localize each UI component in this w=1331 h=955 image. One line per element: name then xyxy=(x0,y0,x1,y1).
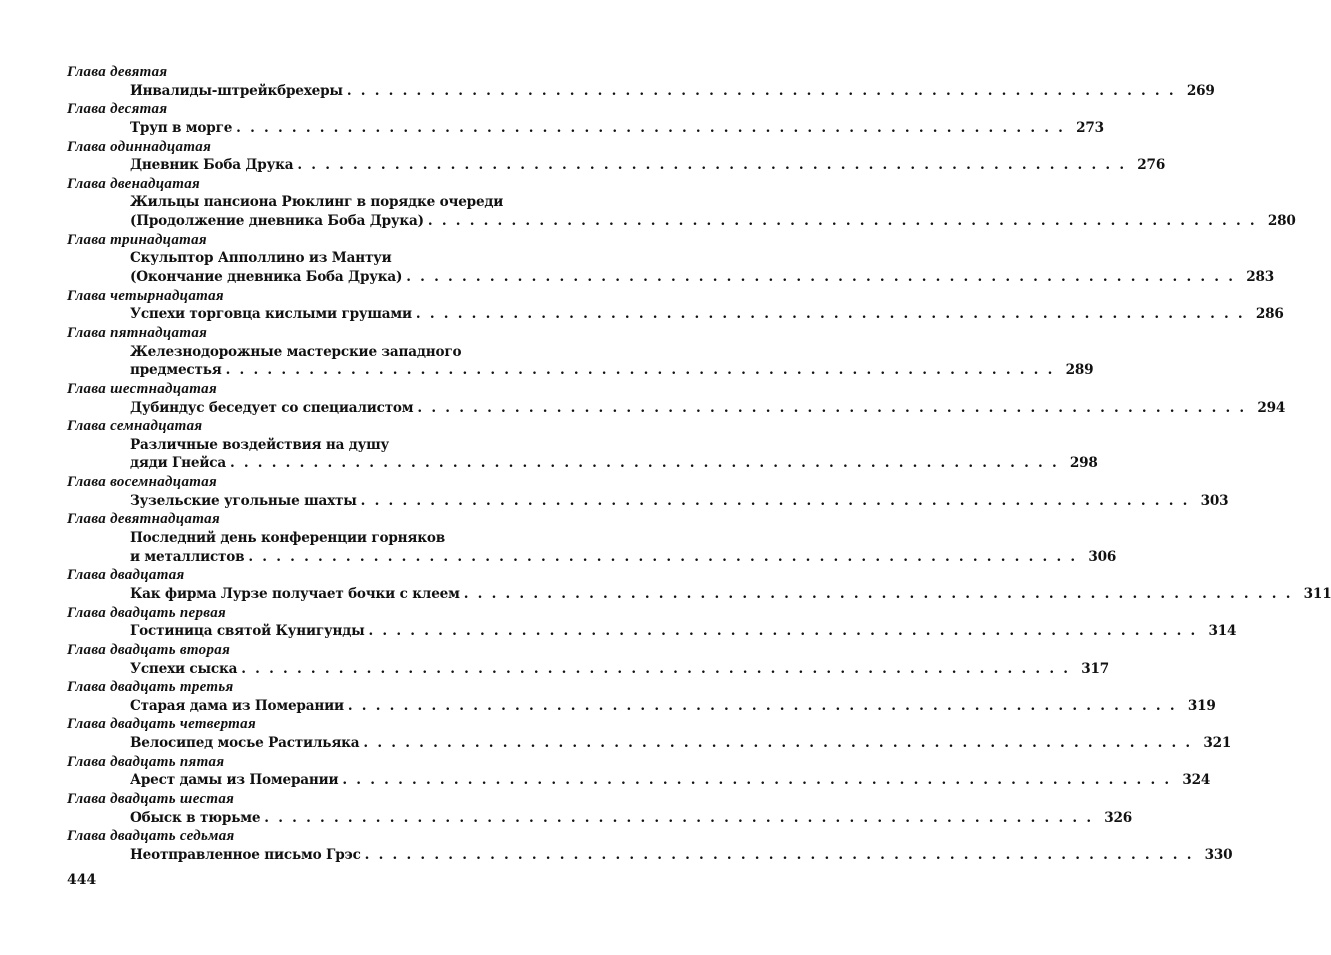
page-ref: 303 xyxy=(1200,492,1229,509)
chapter-title: Успехи сыска xyxy=(130,660,238,677)
dot-leader: ............................................................ xyxy=(236,119,1073,136)
dot-leader: ............................................................ xyxy=(264,809,1101,826)
toc-entry xyxy=(67,212,1296,231)
toc-entry xyxy=(67,529,539,548)
chapter-title: и металлистов xyxy=(130,548,245,565)
toc-entry xyxy=(67,249,539,268)
chapter-title: Гостиница святой Кунигунды xyxy=(130,623,365,640)
chapter-title: Дубиндус беседует со специалистом xyxy=(130,399,414,416)
page-ref: 286 xyxy=(1255,306,1284,323)
chapter-heading: Глава двадцать первая xyxy=(67,604,227,621)
page-ref: 324 xyxy=(1182,772,1211,789)
dot-leader: ............................................................ xyxy=(347,697,1184,714)
chapter-title: Как фирма Лурзе получает бочки с клеем xyxy=(130,585,460,602)
toc-entry xyxy=(67,548,1117,567)
chapter-title: Инвалиды-штрейкбрехеры xyxy=(130,82,343,99)
toc-entry xyxy=(67,492,1229,511)
chapter-title: Успехи торговца кислыми грушами xyxy=(130,306,412,323)
page-ref: 321 xyxy=(1203,735,1232,752)
chapter-title: Жильцы пансиона Рюклинг в порядке очереди xyxy=(130,194,504,211)
dot-leader: ............................................................ xyxy=(248,548,1085,565)
toc-entry xyxy=(67,697,1216,716)
toc-entry xyxy=(67,82,1215,101)
dot-leader: ............................................................ xyxy=(463,585,1300,602)
dot-leader: ............................................................ xyxy=(342,772,1179,789)
page-ref: 319 xyxy=(1187,697,1216,714)
chapter-title: Дневник Боба Друка xyxy=(130,157,294,174)
chapter-heading: Глава двадцать четвертая xyxy=(67,716,256,733)
toc-entry xyxy=(67,343,539,362)
dot-leader: ............................................................ xyxy=(427,213,1264,230)
chapter-heading: Глава девятая xyxy=(67,64,168,80)
toc-entry xyxy=(67,846,1233,865)
page-ref: 298 xyxy=(1069,455,1098,472)
page-number: 444 xyxy=(67,872,97,888)
chapter-title: Труп в морге xyxy=(130,119,233,136)
chapter-heading: Глава тринадцатая xyxy=(67,231,207,248)
page-ref: 280 xyxy=(1267,213,1296,230)
chapter-title: Различные воздействия на душу xyxy=(130,436,390,453)
chapter-heading: Глава десятая xyxy=(67,101,168,118)
chapter-heading: Глава двенадцатая xyxy=(67,175,201,192)
chapter-heading: Глава восемнадцатая xyxy=(67,474,218,491)
toc-entry xyxy=(67,585,1331,604)
dot-leader: ............................................................ xyxy=(364,846,1201,863)
dot-leader: ............................................................ xyxy=(225,362,1062,379)
toc-entry xyxy=(67,305,1284,324)
chapter-heading: Глава двадцать седьмая xyxy=(67,828,235,845)
toc-entry xyxy=(67,361,1094,380)
chapter-title: Арест дамы из Померании xyxy=(130,772,339,789)
table-of-contents xyxy=(67,63,1331,865)
dot-leader: ............................................................ xyxy=(229,455,1066,472)
chapter-title: (Продолжение дневника Боба Друка) xyxy=(130,213,424,230)
chapter-title: Последний день конференции горняков xyxy=(130,530,445,547)
page-ref: 289 xyxy=(1065,362,1094,379)
chapter-heading: Глава двадцать пятая xyxy=(67,753,225,770)
toc-entry xyxy=(67,771,1211,790)
dot-leader: ............................................................ xyxy=(368,623,1205,640)
page-ref: 276 xyxy=(1137,157,1166,174)
page-ref: 311 xyxy=(1303,585,1331,602)
chapter-title: Велосипед мосье Растильяка xyxy=(130,735,360,752)
toc-entry xyxy=(67,809,1133,828)
dot-leader: ............................................................ xyxy=(406,269,1243,286)
dot-leader: ............................................................ xyxy=(415,306,1252,323)
toc-entry xyxy=(67,119,1104,138)
chapter-title: Железнодорожные мастерские западного xyxy=(130,343,462,360)
page-ref: 273 xyxy=(1076,119,1104,136)
toc-entry xyxy=(67,156,1166,175)
page-ref: 283 xyxy=(1246,269,1274,286)
dot-leader: ............................................................ xyxy=(417,399,1254,416)
chapter-heading: Глава одиннадцатая xyxy=(67,138,212,155)
chapter-title: Скульптор Апполлино из Мантуи xyxy=(130,250,392,267)
chapter-title: предместья xyxy=(130,362,222,379)
chapter-heading: Глава пятнадцатая xyxy=(67,324,208,341)
page-ref: 294 xyxy=(1257,399,1286,416)
chapter-title: дяди Гнейса xyxy=(130,455,226,472)
chapter-heading: Глава шестнадцатая xyxy=(67,380,217,397)
toc-entry xyxy=(67,399,1286,418)
chapter-title: Старая дама из Померании xyxy=(130,697,344,714)
chapter-heading: Глава двадцатая xyxy=(67,567,185,584)
chapter-heading: Глава четырнадцатая xyxy=(67,287,224,304)
dot-leader: ............................................................ xyxy=(363,735,1200,752)
chapter-title: Неотправленное письмо Грэс xyxy=(130,846,361,863)
chapter-title: Обыск в тюрьме xyxy=(130,809,261,826)
page-ref: 330 xyxy=(1204,846,1233,863)
page-ref: 306 xyxy=(1088,548,1117,565)
toc-entry xyxy=(67,193,539,212)
page-ref: 317 xyxy=(1081,660,1109,677)
toc-entry xyxy=(67,436,539,455)
chapter-heading: Глава семнадцатая xyxy=(67,418,203,435)
dot-leader: ............................................................ xyxy=(346,82,1183,99)
toc-entry xyxy=(67,734,1232,753)
toc-entry xyxy=(67,454,1098,473)
toc-entry xyxy=(67,268,1274,287)
chapter-heading: Глава двадцать шестая xyxy=(67,790,235,807)
dot-leader: ............................................................ xyxy=(241,660,1078,677)
chapter-heading: Глава двадцать третья xyxy=(67,679,234,696)
dot-leader: ............................................................ xyxy=(297,157,1134,174)
chapter-title: Зузельские угольные шахты xyxy=(130,492,357,509)
page-ref: 326 xyxy=(1104,809,1133,826)
toc-entry xyxy=(67,622,1237,641)
chapter-title: (Окончание дневника Боба Друка) xyxy=(130,269,403,286)
page-ref: 314 xyxy=(1208,623,1237,640)
chapter-heading: Глава девятнадцатая xyxy=(67,511,221,528)
chapter-heading: Глава двадцать вторая xyxy=(67,641,231,658)
toc-entry xyxy=(67,660,1109,679)
page-ref: 269 xyxy=(1186,82,1215,99)
dot-leader: ............................................................ xyxy=(360,492,1197,509)
